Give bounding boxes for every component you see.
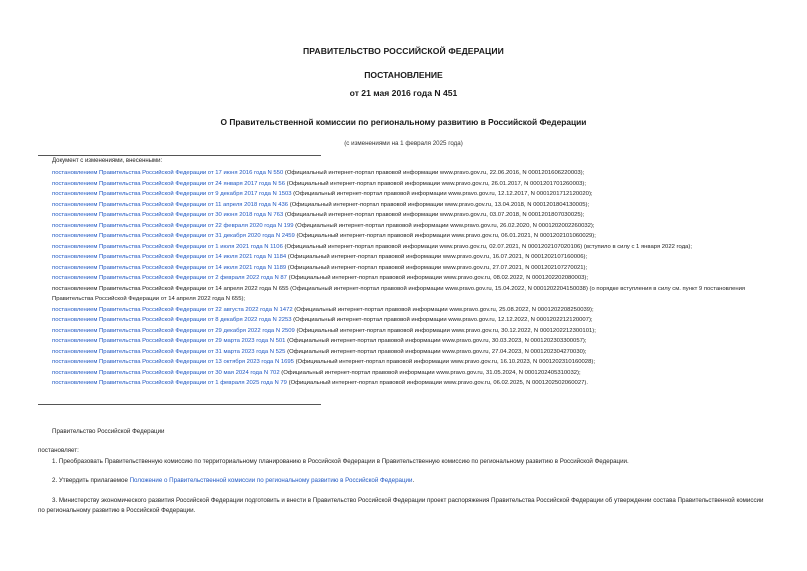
change-decree-link[interactable]: постановлением Правительства Российской Федерации от 30 июня 2018 года N 763 (52, 212, 284, 218)
document-title: О Правительственной комиссии по региональному развитию в Российской Федерации (220, 117, 587, 127)
change-item (52, 168, 772, 179)
divider-top (38, 155, 321, 156)
change-decree-link[interactable]: постановлением Правительства Российской Федерации от 29 декабря 2022 года N 2509 (52, 327, 295, 334)
change-decree-link[interactable]: постановлением Правительства Российской Федерации от 24 января 2017 года N 56 (52, 180, 285, 187)
change-decree-link[interactable]: постановлением Правительства Российской Федерации от 22 августа 2022 года N 1472 (52, 306, 293, 313)
change-item (52, 263, 772, 274)
change-publication-info: (Официальный интернет-портал правовой информации www.pravo.gov.ru, 31.05.2024, N 0001202405310032); (279, 369, 581, 376)
changes-list (52, 168, 772, 389)
change-decree-link[interactable]: постановлением Правительства Российской Федерации от 11 апреля 2018 года N 436 (52, 201, 289, 208)
change-item (52, 200, 772, 211)
change-item (52, 347, 772, 358)
change-item (52, 231, 772, 242)
change-decree-link[interactable]: постановлением Правительства Российской Федерации от 22 февраля 2020 года N 199 (52, 222, 294, 229)
change-item (52, 189, 772, 200)
change-decree-link: постановлением Правительства Российской Федерации от 14 апреля 2022 года N 655 (52, 285, 289, 292)
change-publication-info: (Официальный интернет-портал правовой информации www.pravo.gov.ru, 25.08.2022, N 0001202208250039); (292, 306, 594, 313)
decree-word: постановляет: (38, 447, 79, 454)
change-publication-info: (Официальный интернет-портал правовой информации www.pravo.gov.ru, 30.12.2022, N 0001202212300101); (294, 327, 596, 334)
change-item (52, 368, 772, 379)
change-item (52, 221, 772, 232)
change-decree-link[interactable]: постановлением Правительства Российской Федерации от 31 декабря 2020 года N 2459 (52, 233, 295, 239)
change-item (52, 305, 772, 316)
change-item (52, 378, 772, 389)
changes-intro: Документ с изменениями, внесенными: (52, 158, 163, 164)
paragraph-2-suffix: . (412, 477, 415, 484)
change-publication-info: (Официальный интернет-портал правовой информации www.pravo.gov.ru, 06.01.2021, N 0001202101060029); (294, 233, 596, 239)
change-publication-info: (Официальный интернет-портал правовой информации www.pravo.gov.ru, 02.07.2021, N 0001202107020106) (вступило в силу с 1 января 2022 года); (282, 243, 692, 250)
change-item (52, 315, 772, 326)
change-item (52, 336, 772, 347)
change-publication-info: (Официальный интернет-портал правовой информации www.pravo.gov.ru, 22.06.2016, N 0001201606220003); (283, 170, 585, 176)
change-publication-info: (Официальный интернет-портал правовой информации www.pravo.gov.ru, 27.04.2023, N 0001202304270030); (285, 348, 587, 355)
change-publication-info: (Официальный интернет-портал правовой информации www.pravo.gov.ru, 27.07.2021, N 0001202107270021); (286, 264, 588, 271)
change-item (52, 326, 772, 337)
document-type: ПОСТАНОВЛЕНИЕ (364, 70, 443, 80)
government-name: Правительство Российской Федерации (52, 428, 165, 435)
change-decree-link[interactable]: постановлением Правительства Российской Федерации от 14 июля 2021 года N 1189 (52, 264, 287, 271)
change-decree-link[interactable]: постановлением Правительства Российской Федерации от 2 февраля 2022 года N 87 (52, 275, 287, 281)
changes-note: (с изменениями на 1 февраля 2025 года) (344, 140, 463, 147)
change-decree-link[interactable]: постановлением Правительства Российской Федерации от 9 декабря 2017 года N 1503 (52, 191, 292, 197)
change-publication-info: (Официальный интернет-портал правовой информации www.pravo.gov.ru, 26.02.2020, N 0001202002260032); (293, 222, 595, 229)
change-item (52, 179, 772, 190)
change-publication-info: (Официальный интернет-портал правовой информации www.pravo.gov.ru, 16.07.2021, N 0001202107160006); (286, 254, 588, 260)
change-publication-info: (Официальный интернет-портал правовой информации www.pravo.gov.ru, 08.02.2022, N 0001202202080003); (286, 275, 588, 281)
change-decree-link[interactable]: постановлением Правительства Российской Федерации от 13 октября 2023 года N 1695 (52, 359, 294, 365)
paragraph-2-prefix: 2. Утвердить прилагаемое (52, 477, 130, 484)
change-publication-info: (Официальный интернет-портал правовой информации www.pravo.gov.ru, 06.02.2025, N 0001202502060027). (286, 380, 588, 386)
change-decree-link[interactable]: постановлением Правительства Российской Федерации от 1 июля 2021 года N 1106 (52, 243, 283, 250)
change-decree-link[interactable]: постановлением Правительства Российской Федерации от 1 февраля 2025 года N 79 (52, 380, 287, 386)
change-decree-link[interactable]: постановлением Правительства Российской Федерации от 14 июля 2021 года N 1184 (52, 254, 287, 260)
document-date-number: от 21 мая 2016 года N 451 (349, 88, 458, 98)
change-decree-link[interactable]: постановлением Правительства Российской Федерации от 30 мая 2024 года N 702 (52, 369, 280, 376)
change-publication-info: (Официальный интернет-портал правовой информации www.pravo.gov.ru, 03.07.2018, N 0001201807030025); (283, 212, 585, 218)
change-publication-info: (Официальный интернет-портал правовой информации www.pravo.gov.ru, 26.01.2017, N 0001201701260003); (284, 180, 586, 187)
change-item (37, 242, 772, 253)
paragraph-3: 3. Министерству экономического развития Российской Федерации подготовить и внести в Правительство Российской Федерации проект распоряжения Правительства Российской Федерации об утверждении состава Правительственной комиссии по региональному развитию в Российской Федерации. (38, 497, 764, 514)
government-heading: ПРАВИТЕЛЬСТВО РОССИЙСКОЙ ФЕДЕРАЦИИ (303, 46, 504, 56)
regulation-link[interactable]: Положение о Правительственной комиссии по региональному развитию в Российской Федерации (129, 477, 413, 484)
change-item (52, 252, 772, 263)
change-publication-info: (Официальный интернет-портал правовой информации www.pravo.gov.ru, 12.12.2017, N 0001201712120020); (291, 191, 593, 197)
change-item (52, 273, 772, 284)
change-item (37, 284, 772, 305)
divider-bottom (38, 404, 321, 405)
change-item (52, 210, 772, 221)
paragraph-2 (52, 477, 772, 484)
change-decree-link[interactable]: постановлением Правительства Российской Федерации от 29 марта 2023 года N 501 (52, 338, 286, 344)
paragraph-1: 1. Преобразовать Правительственную комиссию по территориальному планированию в Российской Федерации в Правительственную комиссию по региональному развитию в Российской Федерации. (52, 458, 629, 465)
change-decree-link[interactable]: постановлением Правительства Российской Федерации от 8 декабря 2022 года N 2253 (52, 317, 292, 323)
change-publication-info: (Официальный интернет-портал правовой информации www.pravo.gov.ru, 30.03.2023, N 0001202303300057); (285, 338, 587, 344)
change-publication-info: (Официальный интернет-портал правовой информации www.pravo.gov.ru, 13.04.2018, N 0001201804130005); (288, 201, 590, 208)
change-publication-info: (Официальный интернет-портал правовой информации www.pravo.gov.ru, 15.04.2022, N 0001202204150038) (о порядке вступления в силу см. пункт 9 постановления Правительства Российской Федерации от 14 апреля 2022 года N 655); (52, 285, 746, 302)
change-decree-link[interactable]: постановлением Правительства Российской Федерации от 17 июня 2016 года N 550 (52, 170, 284, 176)
change-item (52, 357, 772, 368)
change-decree-link[interactable]: постановлением Правительства Российской Федерации от 31 марта 2023 года N 525 (52, 348, 286, 355)
change-publication-info: (Официальный интернет-портал правовой информации www.pravo.gov.ru, 12.12.2022, N 0001202212120007); (291, 317, 593, 323)
change-publication-info: (Официальный интернет-портал правовой информации www.pravo.gov.ru, 16.10.2023, N 0001202310160028); (293, 359, 595, 365)
